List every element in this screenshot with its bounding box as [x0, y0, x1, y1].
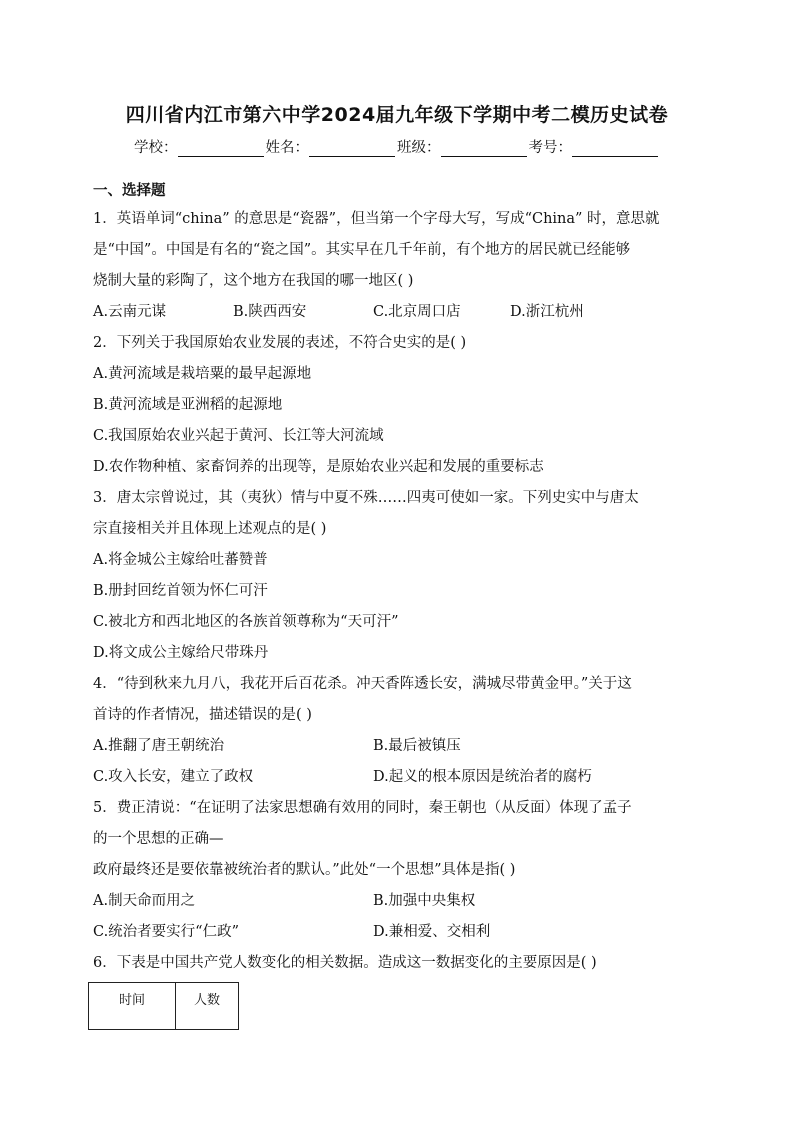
table-row — [89, 983, 239, 1030]
option-a: A.黄河流域是栽培粟的最早起源地 — [93, 366, 312, 382]
option-d: D.兼相爱、交相利 — [373, 924, 491, 940]
blank-line — [309, 141, 395, 157]
question-5 — [93, 793, 703, 948]
field-label: 班级： — [397, 140, 441, 156]
student-info-row — [0, 136, 794, 157]
question-stem: 1．英语单词“china” 的意思是“瓷器”，但当第一个字母大写，写成“China” 时，意思就 — [93, 211, 660, 227]
question-stem: 政府最终还是要依靠被统治者的默认。”此处“一个思想”具体是指( ) — [93, 862, 516, 878]
options-row — [93, 731, 703, 762]
field-label: 学校： — [134, 140, 178, 156]
option-d: D.起义的根本原因是统治者的腐朽 — [373, 769, 592, 785]
option-d: D.将文成公主嫁给尺带珠丹 — [93, 645, 269, 661]
field-label: 姓名： — [265, 140, 309, 156]
question-3 — [93, 483, 703, 669]
option-b: B.陕西西安 — [233, 304, 307, 320]
options-row — [93, 917, 703, 948]
option-a: A.云南元谋 — [93, 304, 167, 320]
question-stem: 宗直接相关并且体现上述观点的是( ) — [93, 521, 327, 537]
option-c: C.我国原始农业兴起于黄河、长江等大河流域 — [93, 428, 384, 444]
option-b: B.黄河流域是亚洲稻的起源地 — [93, 397, 283, 413]
exam-title: 四川省内江市第六中学2024届九年级下学期中考二模历史试卷 — [125, 104, 669, 126]
exam-number-field — [529, 136, 661, 157]
option-b: B.册封回纥首领为怀仁可汗 — [93, 583, 268, 599]
school-field — [134, 136, 266, 157]
section-title: 一、选择题 — [93, 183, 166, 199]
option-c: C.北京周口店 — [373, 304, 461, 320]
class-field — [397, 136, 529, 157]
option-d: D.浙江杭州 — [510, 304, 584, 320]
name-field — [266, 136, 398, 157]
question-stem: 5．费正清说：“在证明了法家思想确有效用的同时，秦王朝也（从反面）体现了孟子 — [93, 800, 632, 816]
field-label: 考号： — [528, 140, 572, 156]
option-c: C.攻入长安，建立了政权 — [93, 769, 254, 785]
option-c: C.统治者要实行“仁政” — [93, 924, 240, 940]
question-2 — [93, 328, 703, 483]
question-stem: 4．“待到秋来九月八，我花开后百花杀。冲天香阵透长安，满城尽带黄金甲。”关于这 — [93, 676, 632, 692]
question-stem: 是“中国”。中国是有名的“瓷之国”。其实早在几千年前，有个地方的居民就已经能够 — [93, 242, 631, 258]
option-b: B.最后被镇压 — [373, 738, 461, 754]
option-a: A.制天命而用之 — [93, 893, 196, 909]
question-stem: 烧制大量的彩陶了，这个地方在我国的哪一地区( ) — [93, 273, 414, 289]
options-row — [93, 886, 703, 917]
table-header-time: 时间 — [89, 983, 176, 1030]
options-row — [93, 297, 703, 328]
data-table — [88, 982, 239, 1030]
option-b: B.加强中央集权 — [373, 893, 476, 909]
options-row — [93, 762, 703, 793]
table-header-count: 人数 — [176, 983, 239, 1030]
question-stem: 6．下表是中国共产党人数变化的相关数据。造成这一数据变化的主要原因是( ) — [93, 955, 597, 971]
question-stem: 的一个思想的正确— — [93, 831, 224, 847]
question-6 — [93, 948, 703, 979]
question-stem: 3．唐太宗曾说过，其（夷狄）情与中夏不殊……四夷可使如一家。下列史实中与唐太 — [93, 490, 639, 506]
question-1 — [93, 204, 703, 328]
option-a: A.将金城公主嫁给吐蕃赞普 — [93, 552, 268, 568]
question-stem: 首诗的作者情况，描述错误的是( ) — [93, 707, 312, 723]
question-stem: 2．下列关于我国原始农业发展的表述，不符合史实的是( ) — [93, 335, 467, 351]
blank-line — [441, 141, 527, 157]
blank-line — [178, 141, 264, 157]
blank-line — [572, 141, 658, 157]
option-c: C.被北方和西北地区的各族首领尊称为“天可汗” — [93, 614, 399, 630]
question-4 — [93, 669, 703, 793]
option-d: D.农作物种植、家畜饲养的出现等，是原始农业兴起和发展的重要标志 — [93, 459, 544, 475]
question-content — [93, 178, 703, 979]
option-a: A.推翻了唐王朝统治 — [93, 738, 225, 754]
